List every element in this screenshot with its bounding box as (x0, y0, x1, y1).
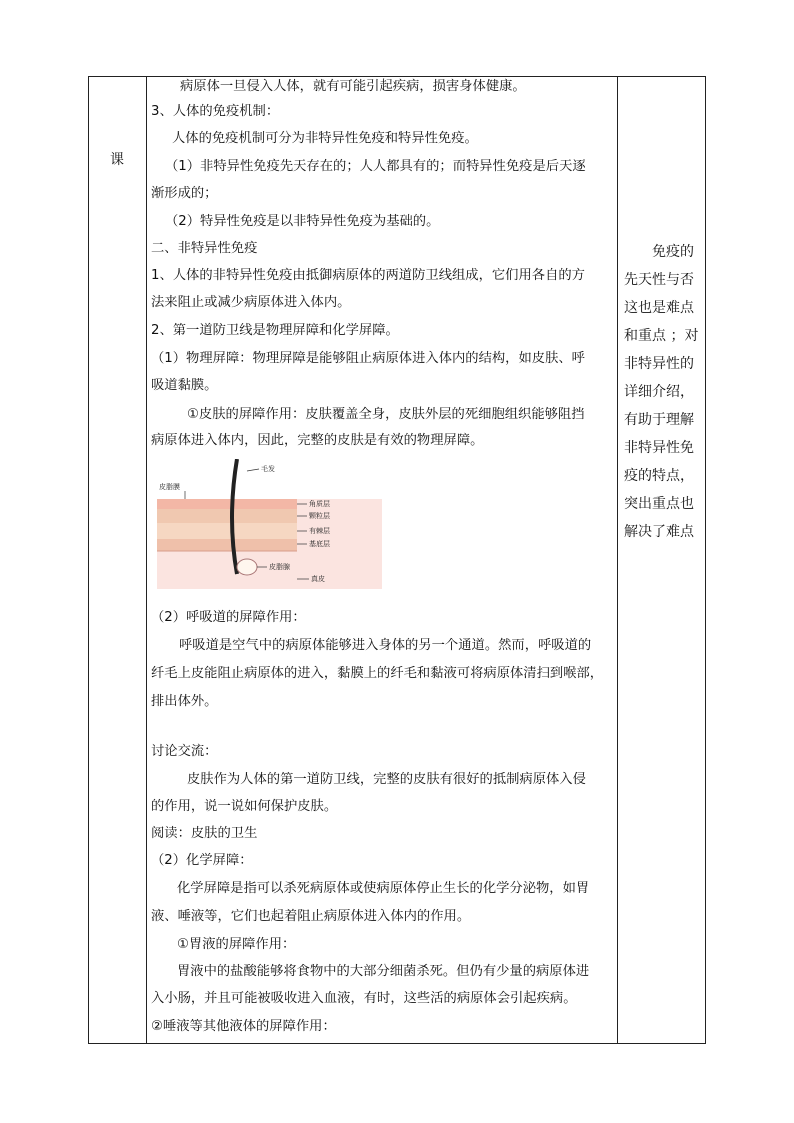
note-line: 解决了难点 (624, 524, 694, 540)
diagram-label: 真皮 (311, 575, 325, 583)
text-line: 阅读：皮肤的卫生 (151, 826, 258, 841)
text-line: 入小肠，并且可能被吸收进入血液，有时，这些活的病原体会引起疾病。 (151, 991, 577, 1006)
text-line: 液、唾液等，它们也起着阻止病原体进入体内的作用。 (151, 909, 471, 924)
text-line: 排出体外。 (151, 694, 218, 709)
text-line: （2）呼吸道的屏障作用： (151, 610, 306, 625)
text-line: 皮肤作为人体的第一道防卫线，完整的皮肤有很好的抵制病原体入侵 (187, 772, 586, 787)
text-line: 渐形成的； (151, 186, 218, 201)
text-line: 纤毛上皮能阻止病原体的进入，黏膜上的纤毛和黏液可将病原体清扫到喉部， (151, 666, 604, 681)
text-line: 讨论交流： (151, 744, 218, 759)
note-line: 突出重点也 (624, 496, 694, 512)
main-content (147, 77, 617, 1043)
diagram-label: 基底层 (309, 540, 330, 548)
text-line: 胃液中的盐酸能够将食物中的大部分细菌杀死。但仍有少量的病原体进 (177, 964, 590, 979)
diagram-label: 角质层 (309, 500, 330, 508)
section-heading: 二、非特异性免疫 (151, 241, 258, 256)
text-line: （1）物理屏障：物理屏障是能够阻止病原体进入体内的结构，如皮肤、呼 (151, 351, 585, 366)
note-line: 非特异性免 (624, 440, 694, 456)
note-line: 这也是难点 (624, 300, 694, 316)
diagram-label: 皮脂腺 (269, 563, 290, 571)
text-line: 人体的免疫机制可分为非特异性免疫和特异性免疫。 (172, 131, 478, 146)
diagram-label: 颗粒层 (309, 512, 330, 520)
text-line: 吸道黏膜。 (151, 378, 218, 393)
left-column (89, 77, 147, 1043)
diagram-label: 毛发 (261, 465, 275, 473)
diagram-label: 皮脂膜 (159, 483, 180, 491)
right-column (617, 77, 705, 1043)
text-line: 3、人体的免疫机制： (151, 104, 280, 119)
skin-structure-diagram (157, 459, 382, 589)
text-line: 的作用，说一说如何保护皮肤。 (151, 799, 338, 814)
lesson-table (88, 76, 706, 1044)
text-line: （1）非特异性免疫先天存在的；人人都具有的；而特异性免疫是后天逐 (165, 159, 586, 174)
text-line: ②唾液等其他液体的屏障作用： (151, 1019, 336, 1034)
text-line: （2）化学屏障： (151, 853, 253, 868)
text-line: 病原体一旦侵入人体，就有可能引起疾病，损害身体健康。 (180, 79, 526, 94)
note-line: 有助于理解 (624, 412, 694, 428)
text-line: 法来阻止或减少病原体进入体内。 (151, 295, 351, 310)
text-line: ①皮肤的屏障作用：皮肤覆盖全身，皮肤外层的死细胞组织能够阻挡 (187, 407, 585, 422)
text-line: （2）特异性免疫是以非特异性免疫为基础的。 (165, 214, 440, 229)
note-line: 免疫的 (652, 244, 694, 260)
note-line: 疫的特点， (624, 468, 694, 484)
note-line: 非特异性的 (624, 356, 694, 372)
text-line: 化学屏障是指可以杀死病原体或使病原体停止生长的化学分泌物，如胃 (177, 881, 590, 896)
text-line: ①胃液的屏障作用： (177, 937, 296, 952)
side-label: 课 (110, 152, 124, 168)
note-line: 先天性与否 (624, 272, 694, 288)
note-line: 详细介绍， (624, 384, 694, 400)
text-line: 呼吸道是空气中的病原体能够进入身体的另一个通道。然而，呼吸道的 (179, 638, 592, 653)
diagram-label: 有棘层 (309, 527, 330, 535)
note-line: 和重点 ；对 (624, 328, 699, 344)
text-line: 2、第一道防卫线是物理屏障和化学屏障。 (151, 323, 399, 338)
text-line: 1、人体的非特异性免疫由抵御病原体的两道防卫线组成，它们用各自的方 (151, 268, 585, 283)
text-line: 病原体进入体内，因此，完整的皮肤是有效的物理屏障。 (151, 433, 484, 448)
